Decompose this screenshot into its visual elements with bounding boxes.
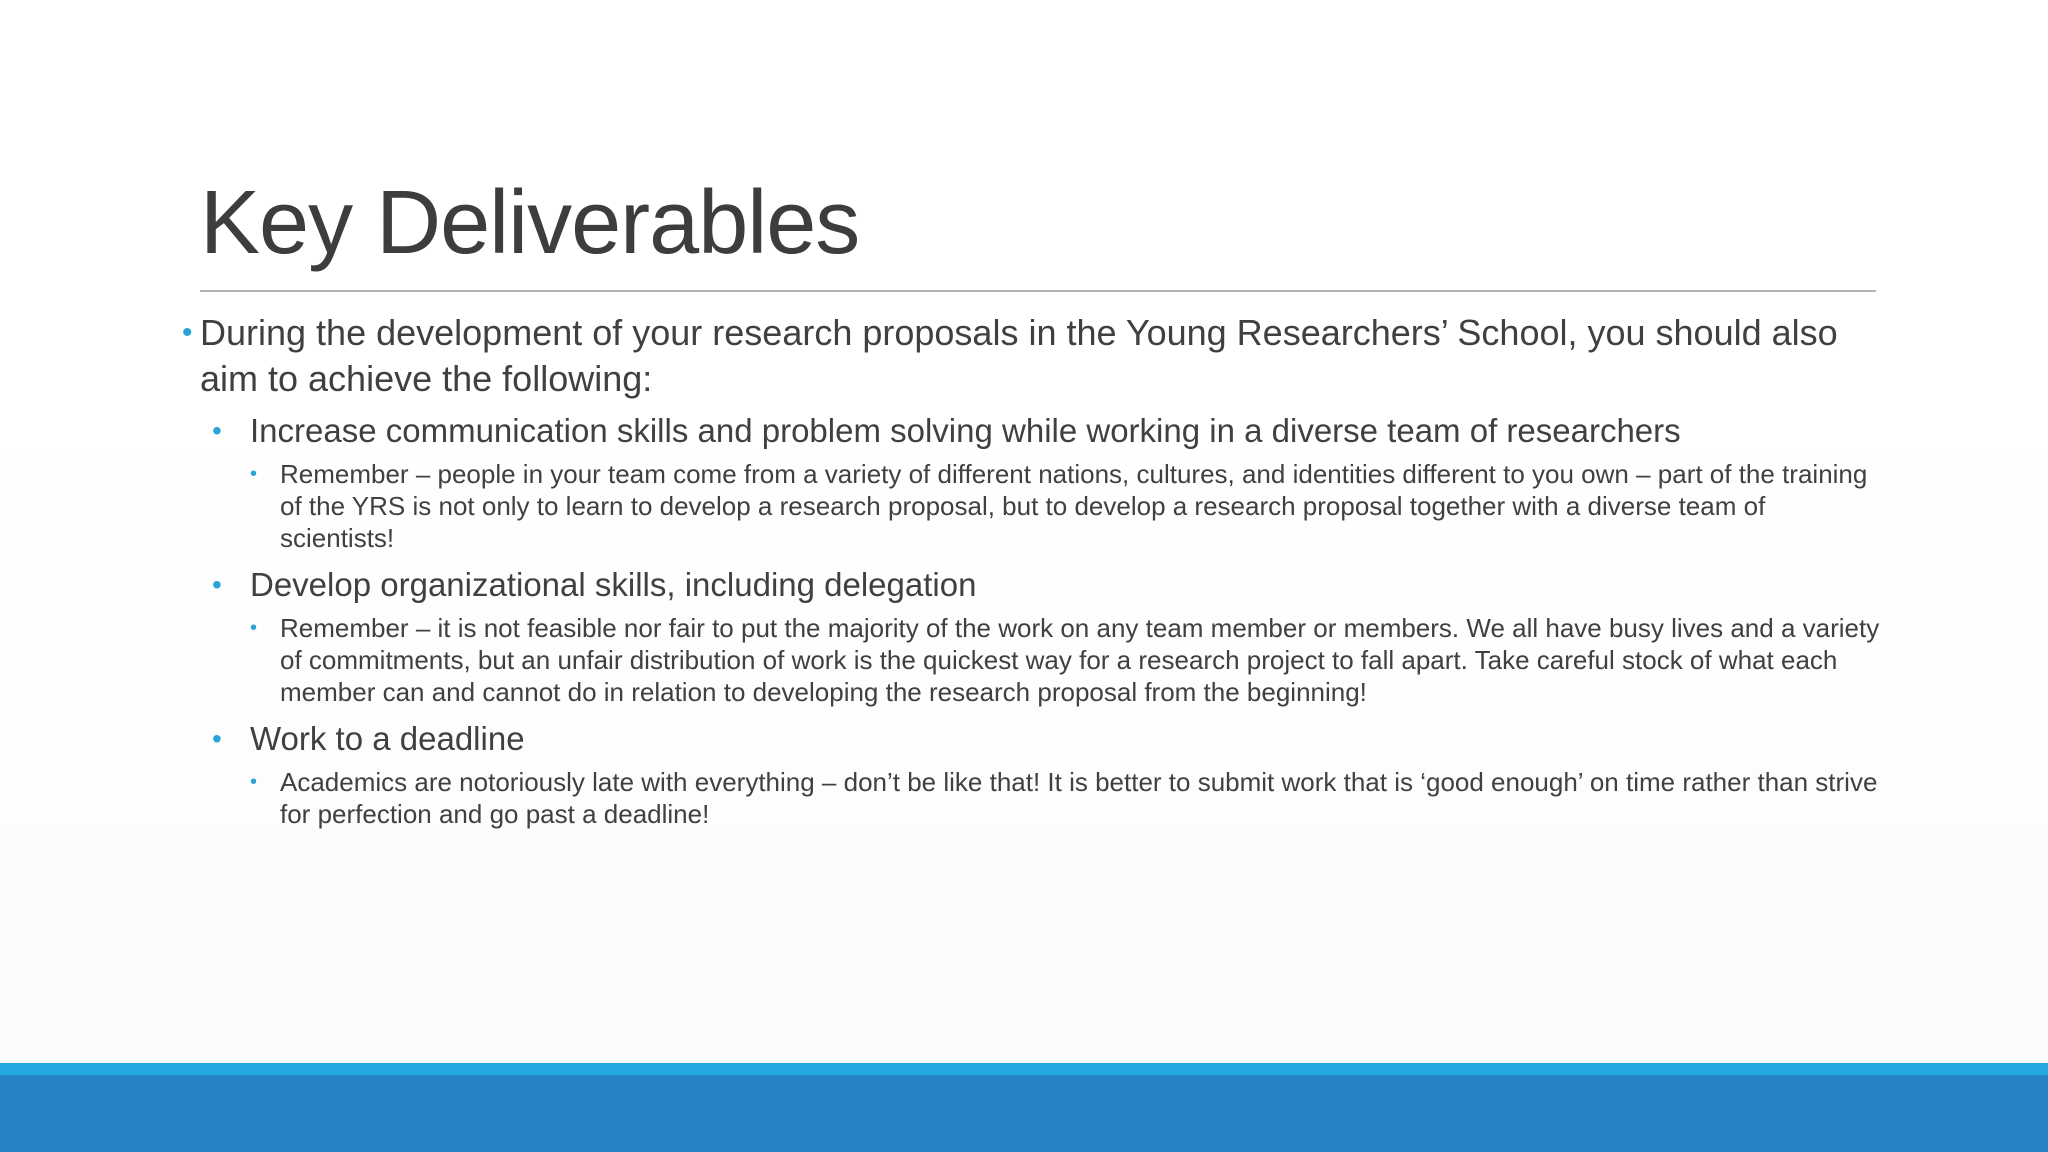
deliverable-note-text: Remember – people in your team come from a variety of different nations, cultures, and identities different to you own – part of the training of the YRS is not only to learn to develop a research proposal, but to develop a research proposal together with a diverse team of scientists! [280, 459, 1868, 553]
footer-accent-band [0, 1063, 2048, 1075]
bullet-icon: • [182, 316, 193, 349]
deliverable-label: Develop organizational skills, including delegation [250, 566, 977, 603]
deliverable-note [250, 766, 1880, 830]
intro-text: During the development of your research proposals in the Young Researchers’ School, you should also aim to achieve the following: [200, 312, 1838, 399]
bullet-icon: • [212, 569, 222, 600]
bullet-icon: • [250, 617, 258, 639]
footer-band [0, 1075, 2048, 1152]
bullet-icon: • [212, 415, 222, 446]
deliverable-item [212, 562, 1880, 608]
deliverable-note [250, 458, 1880, 554]
intro-bullet [180, 310, 1880, 402]
deliverable-item [212, 408, 1880, 454]
deliverable-note-text: Academics are notoriously late with everything – don’t be like that! It is better to submit work that is ‘good enough’ on time rather than strive for perfection and go past a deadline! [280, 767, 1878, 829]
deliverable-label: Increase communication skills and problem solving while working in a diverse team of researchers [250, 412, 1681, 449]
slide-content [180, 310, 1880, 838]
bullet-icon: • [250, 771, 258, 793]
bullet-icon: • [250, 463, 258, 485]
deliverable-label: Work to a deadline [250, 720, 525, 757]
deliverable-note [250, 612, 1880, 708]
title-divider [200, 290, 1876, 292]
deliverable-item [212, 716, 1880, 762]
deliverable-note-text: Remember – it is not feasible nor fair to put the majority of the work on any team member or members. We all have busy lives and a variety of commitments, but an unfair distribution of work is the quickest way for a research project to fall apart. Take careful stock of what each member can and cannot do in relation to developing the research proposal from the beginning! [280, 613, 1880, 707]
slide-title: Key Deliverables [200, 173, 860, 273]
bullet-icon: • [212, 723, 222, 754]
